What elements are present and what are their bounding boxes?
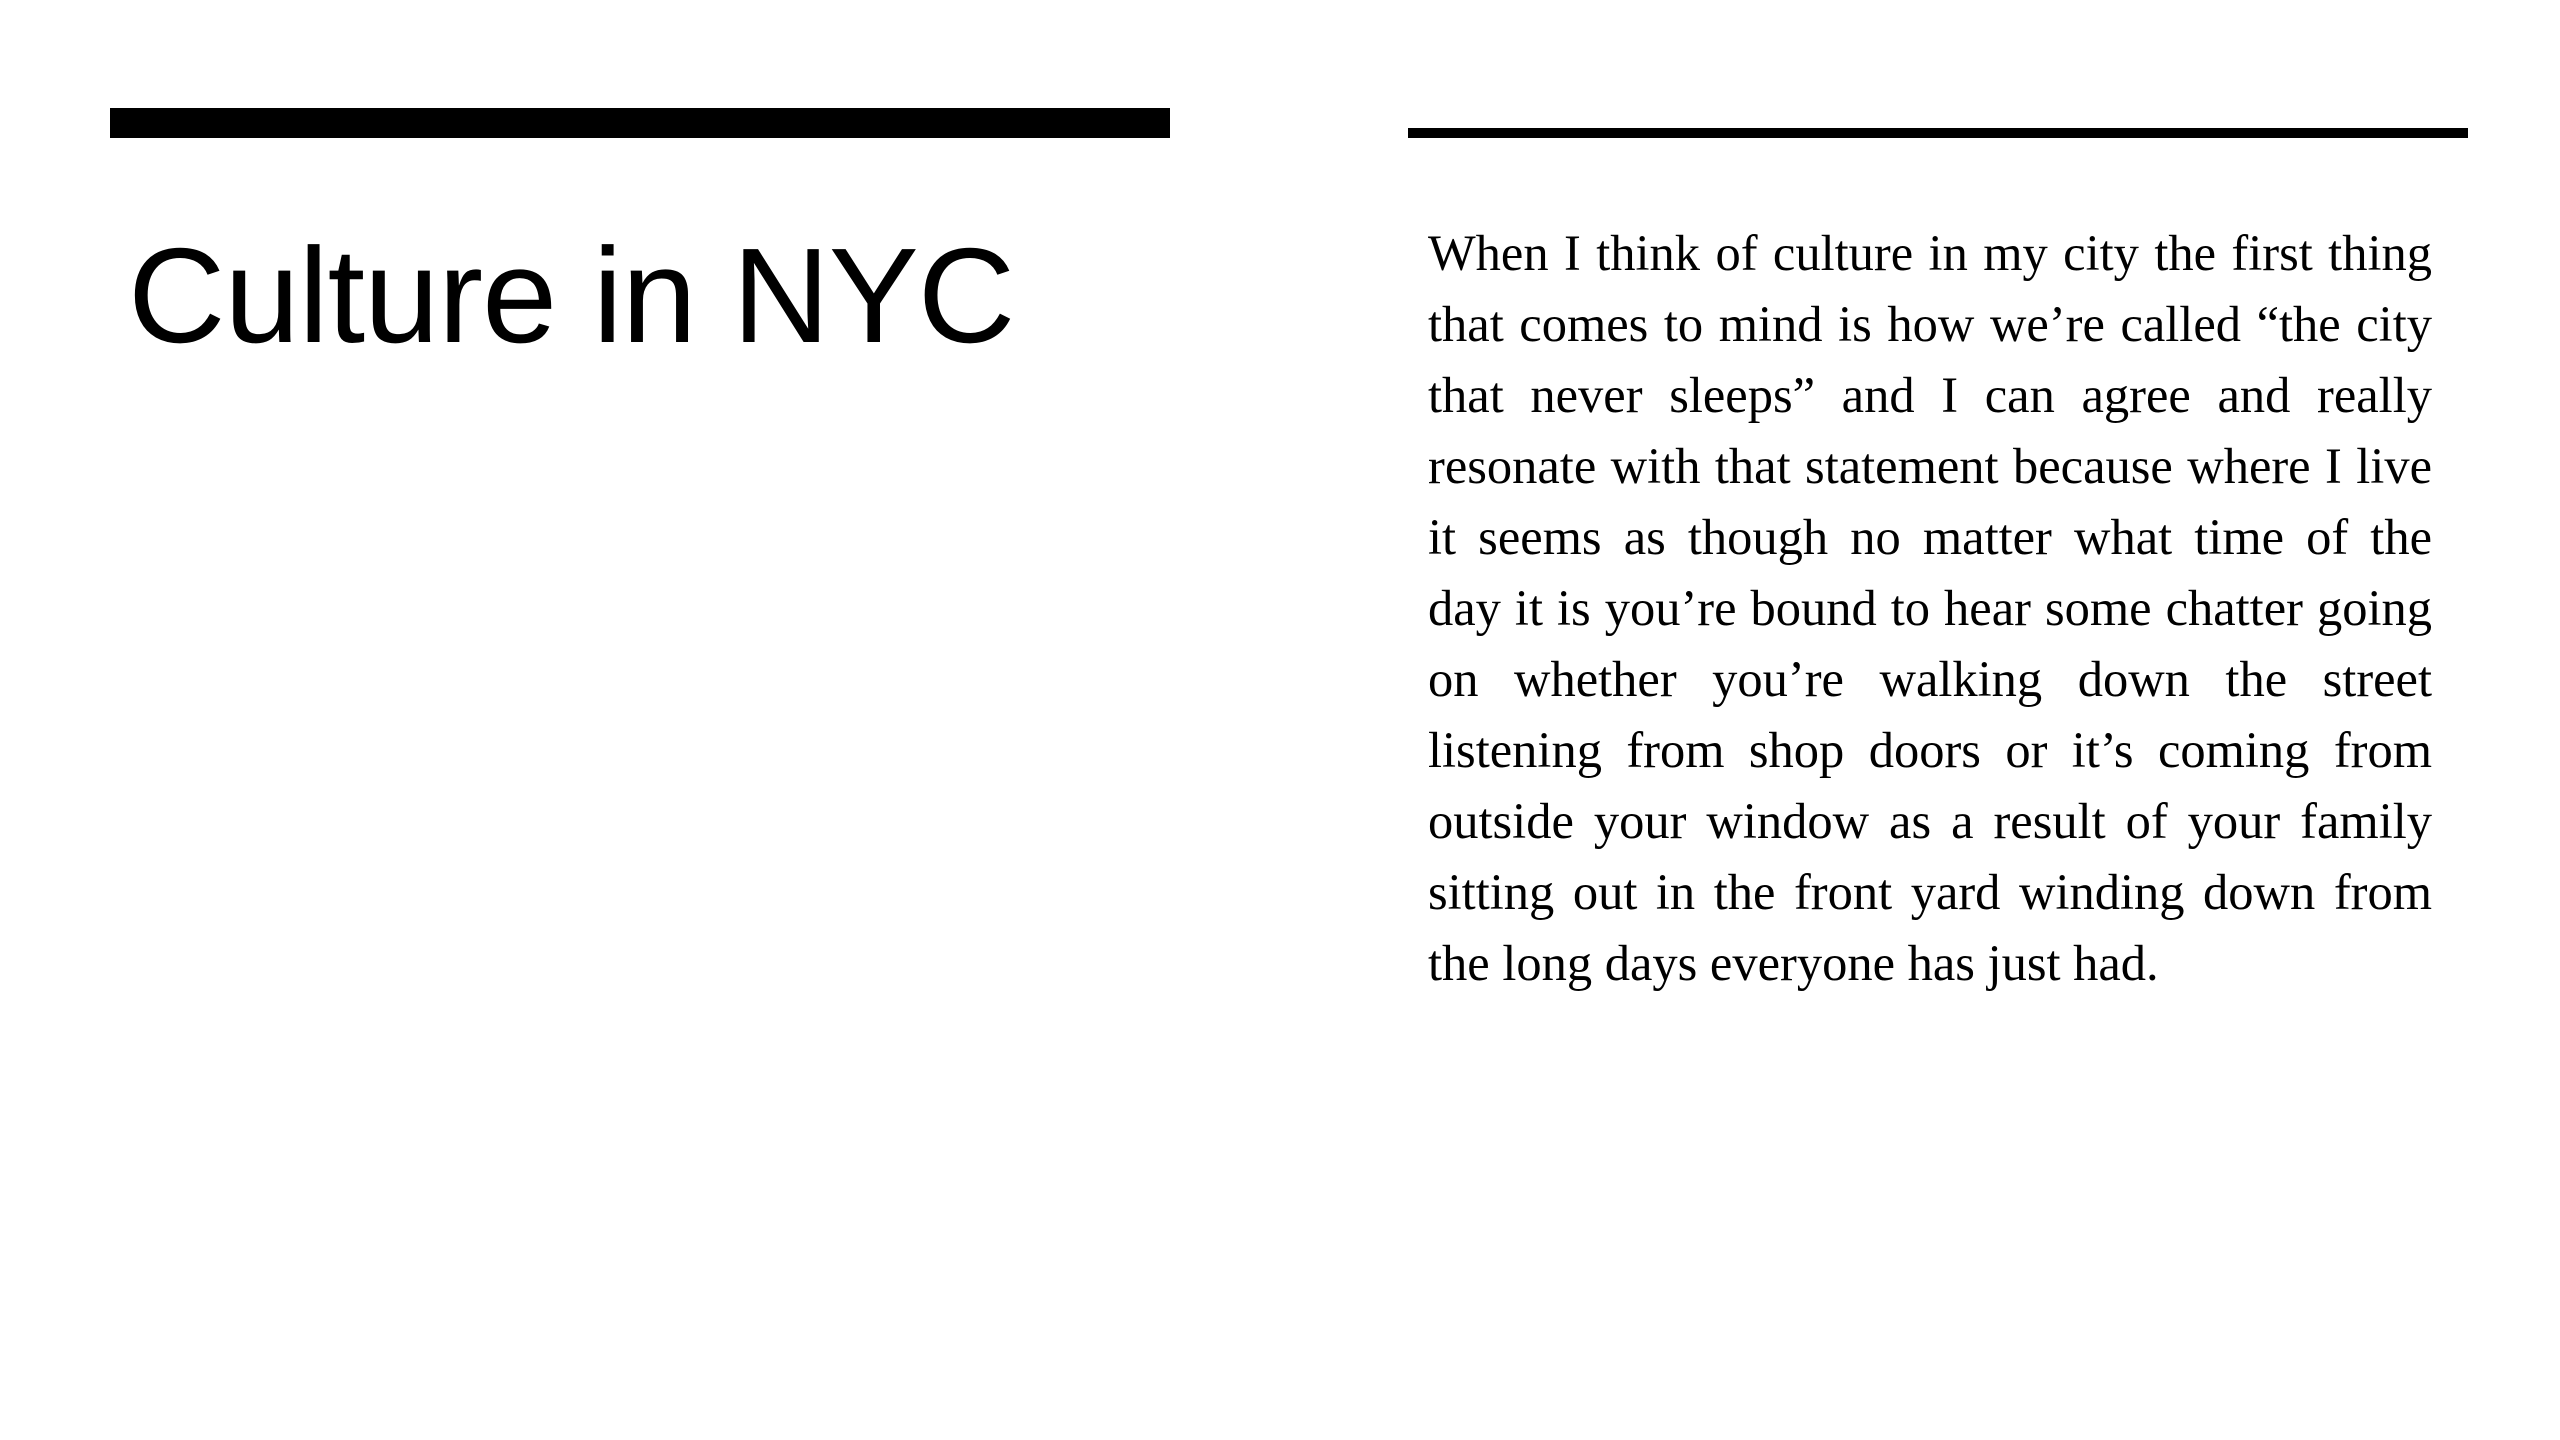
slide-body-text: When I think of culture in my city the first thing that comes to mind is how we’re called “the city that never sleeps” and I can agree and really resonate with that statement because where I live it seems as though no matter what time of the day it is you’re bound to hear some chatter going on whether you’re walking down the street listening from shop doors or it’s coming from outside your window as a result of your family sitting out in the front yard winding down from the long days everyone has just had. [1428,225,2432,991]
title-accent-bar [110,108,1170,138]
body-accent-rule [1408,128,2468,138]
slide-title: Culture in NYC [128,220,1015,371]
